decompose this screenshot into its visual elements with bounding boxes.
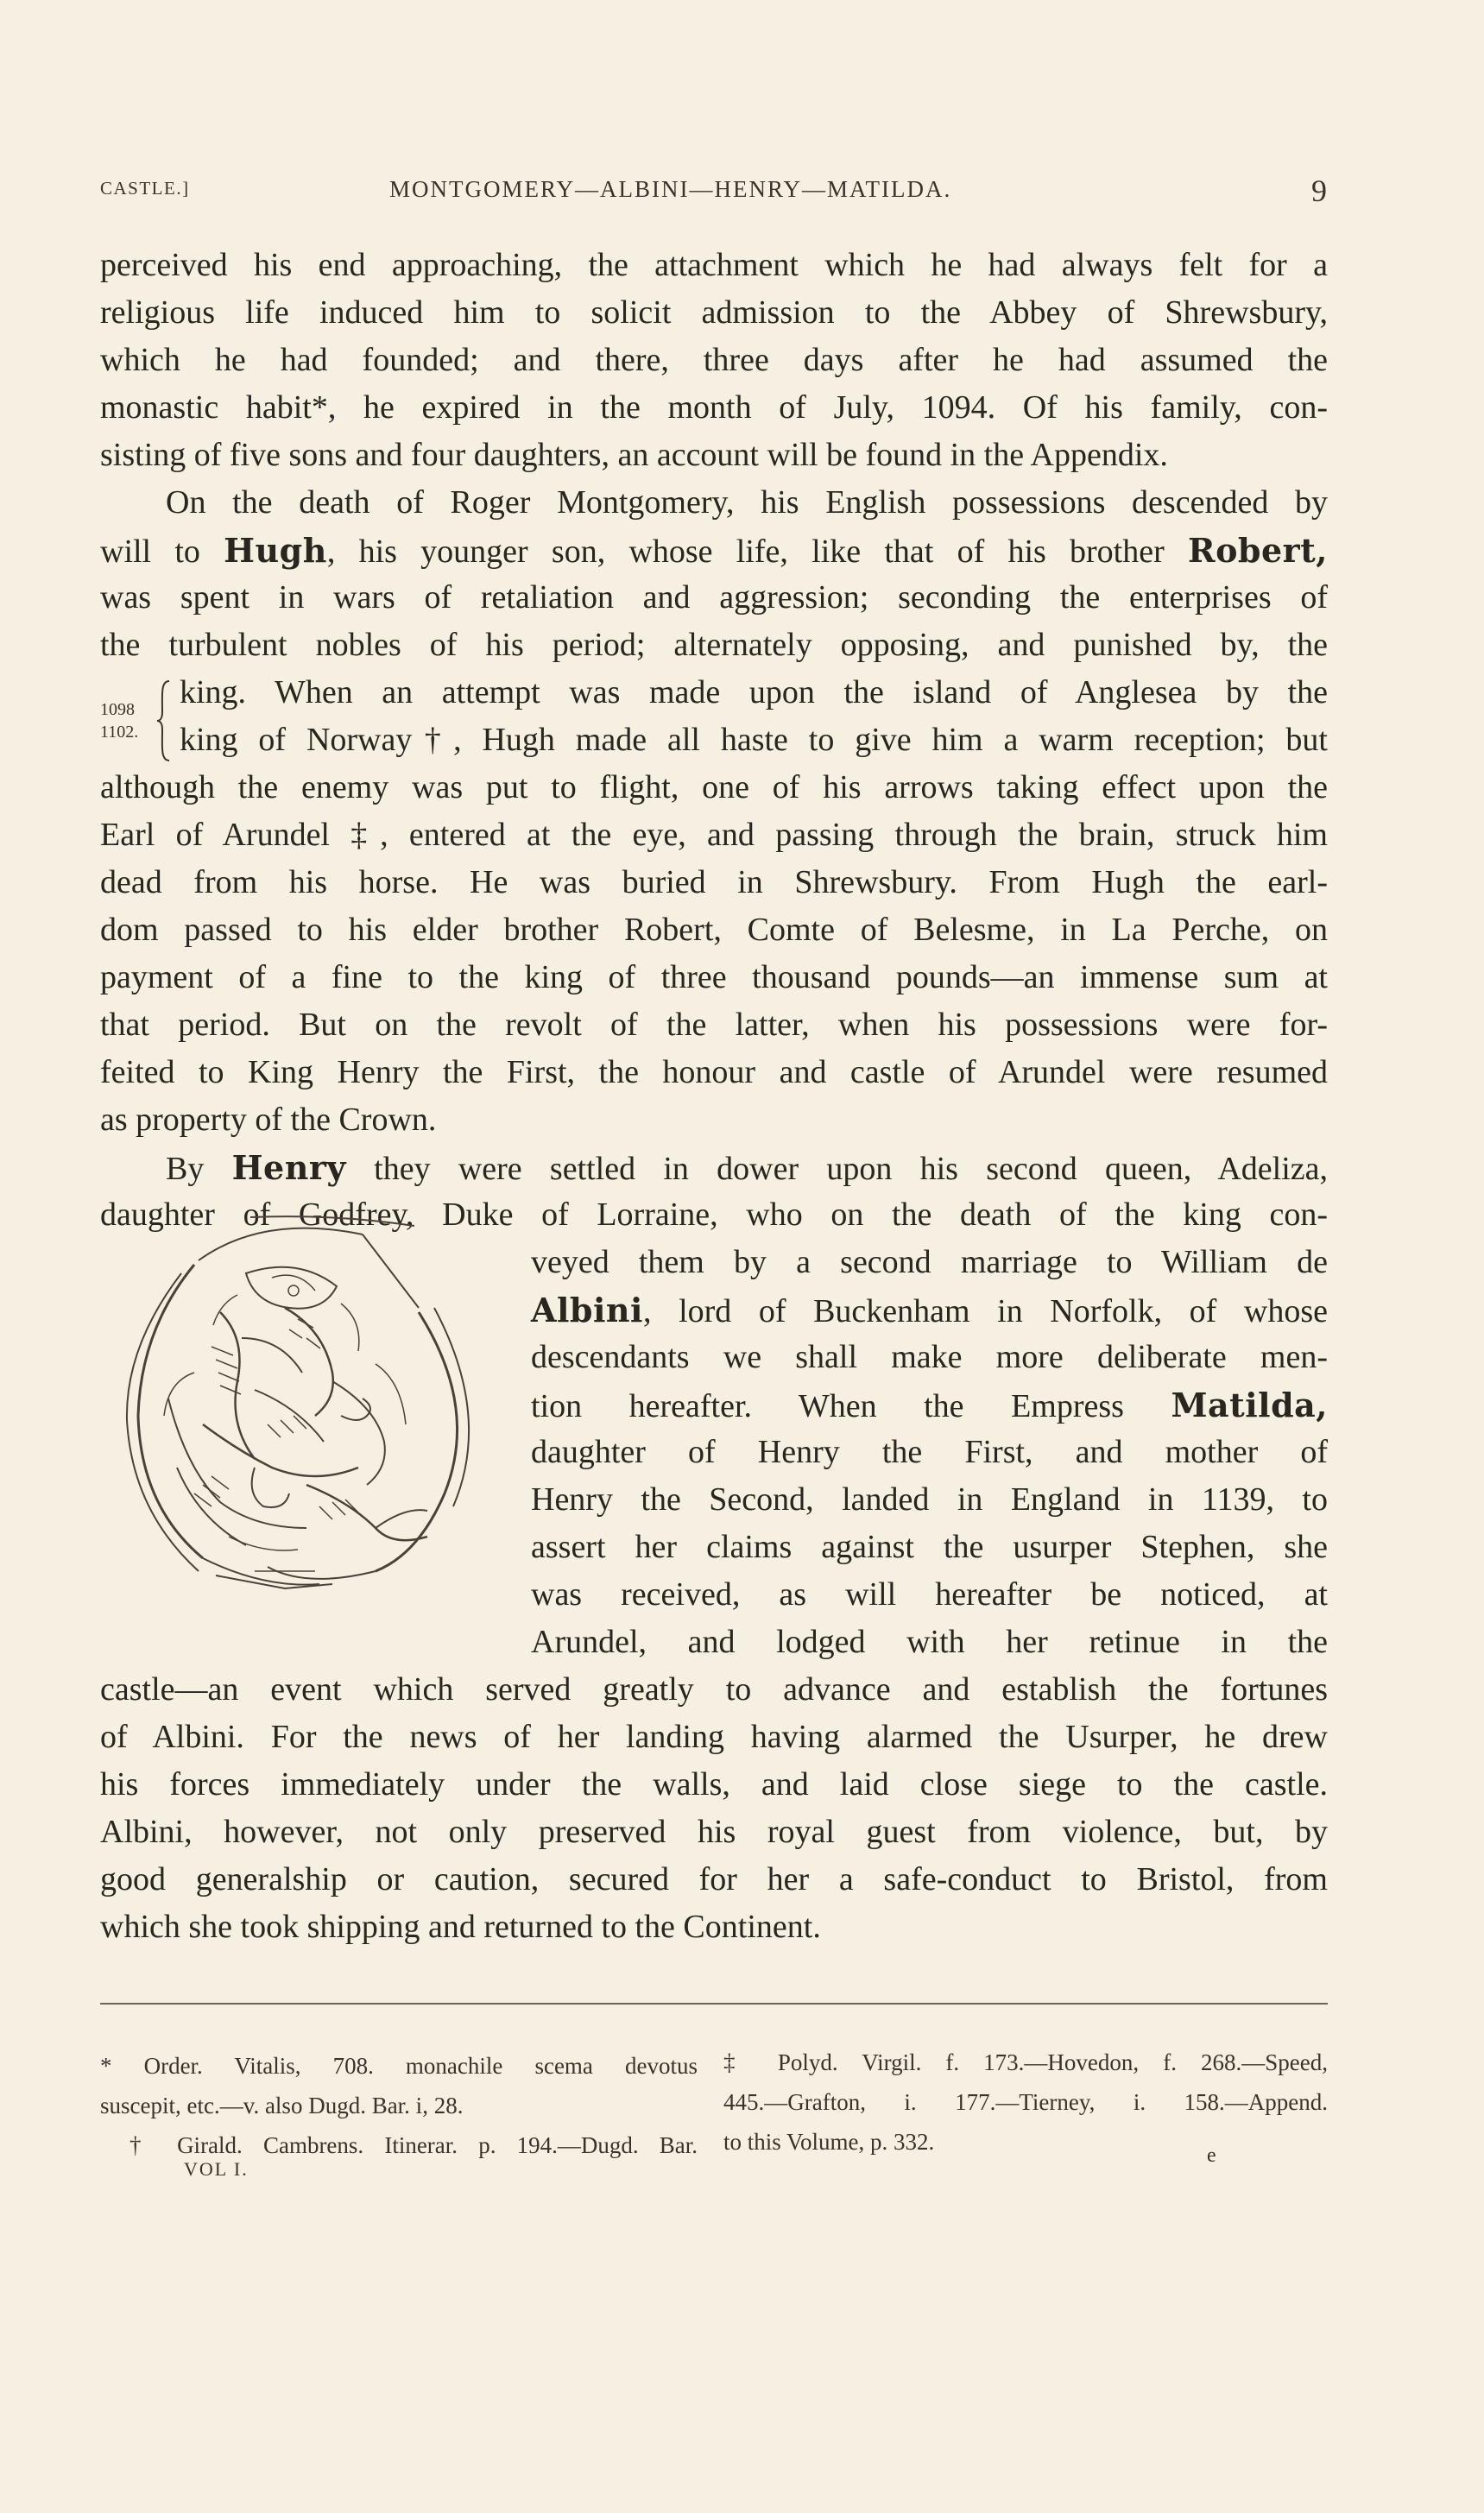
text-line: good generalship or caution, secured for her a safe-conduct to Bristol, from [100, 1861, 1328, 1897]
text-line: Albini, lord of Buckenham in Norfolk, of whose [531, 1291, 1328, 1329]
text-line: Earl of Arundel ‡, entered at the eye, and passing through the brain, struck him [100, 817, 1328, 853]
footnote-line: 445.—Grafton, i. 177.—Tierney, i. 158.—Append. [723, 2089, 1328, 2115]
text-line: payment of a fine to the king of three thousand pounds—an immense sum at [100, 959, 1328, 995]
text-line: monastic habit*, he expired in the month of July, 1094. Of his family, con- [100, 389, 1328, 426]
footnote-line: to this Volume, p. 332. [723, 2129, 935, 2155]
header-title: MONTGOMERY—ALBINI—HENRY—MATILDA. [389, 176, 952, 202]
brace-icon [155, 678, 173, 764]
name-hugh: Hugh [224, 531, 327, 570]
text-line: the turbulent nobles of his period; alternately opposing, and punished by, the [100, 627, 1328, 663]
name-robert: Robert, [1188, 531, 1328, 570]
text-line: as property of the Crown. [100, 1102, 437, 1138]
footnote-rule [100, 2003, 1328, 2005]
text-line: king of Norway†, Hugh made all haste to give him a warm reception; but [180, 722, 1328, 758]
text-line: On the death of Roger Montgomery, his English possessions descended by [166, 484, 1328, 521]
text-line: dom passed to his elder brother Robert, Comte of Belesme, in La Perche, on [100, 912, 1328, 948]
text-line: was spent in wars of retaliation and aggression; seconding the enterprises of [100, 579, 1328, 616]
text-line: castle—an event which served greatly to advance and establish the fortunes [100, 1671, 1328, 1708]
header-section: CASTLE.] [100, 178, 190, 199]
text-line: although the enemy was put to flight, one of his arrows taking effect upon the [100, 769, 1328, 805]
footnote-line: † Girald. Cambrens. Itinerar. p. 194.—Dugd. Bar. [129, 2132, 698, 2158]
text-line: perceived his end approaching, the attachment which he had always felt for a [100, 247, 1328, 283]
text-line: veyed them by a second marriage to William de [531, 1244, 1328, 1280]
footnote-line: * Order. Vitalis, 708. monachile scema devotus [100, 2053, 698, 2079]
heraldic-seal-illustration [117, 1209, 496, 1614]
margin-date-note [100, 689, 154, 758]
text-line: religious life induced him to solicit admission to the Abbey of Shrewsbury, [100, 294, 1328, 331]
text-line: his forces immediately under the walls, and laid close siege to the castle. [100, 1766, 1328, 1803]
text-line: Arundel, and lodged with her retinue in the [531, 1624, 1328, 1660]
volume-marker: VOL I. [184, 2158, 249, 2180]
text-line: of Albini. For the news of her landing having alarmed the Usurper, he drew [100, 1719, 1328, 1755]
page-number: 9 [1311, 174, 1328, 208]
footnote-line: suscepit, etc.—v. also Dugd. Bar. i, 28. [100, 2093, 464, 2118]
running-header [100, 173, 1328, 207]
name-matilda: Matilda, [1171, 1386, 1329, 1424]
text-line: sisting of five sons and four daughters, an account will be found in the Appendix. [100, 437, 1168, 473]
name-henry: Henry [231, 1148, 346, 1187]
text-line: that period. But on the revolt of the latter, when his possessions were for- [100, 1007, 1328, 1043]
signature-mark: e [1207, 2144, 1216, 2167]
text-line: assert her claims against the usurper Stephen, she [531, 1529, 1328, 1565]
text-line: descendants we shall make more deliberate men- [531, 1339, 1328, 1375]
text-line: Albini, however, not only preserved his royal guest from violence, but, by [100, 1814, 1328, 1850]
text-line: By Henry they were settled in dower upon his second queen, Adeliza, [166, 1148, 1329, 1187]
text-line: king. When an attempt was made upon the island of Anglesea by the [180, 674, 1328, 710]
text-line: feited to King Henry the First, the honour and castle of Arundel were resumed [100, 1054, 1328, 1090]
text-line: was received, as will hereafter be noticed, at [531, 1576, 1328, 1613]
margin-year-1102: 1102. [100, 723, 139, 742]
footnote-line: ‡ Polyd. Virgil. f. 173.—Hovedon, f. 268.—Speed, [723, 2049, 1328, 2075]
text-line: will to Hugh, his younger son, whose life, like that of his brother Robert, [100, 531, 1328, 570]
margin-year-1098: 1098 [100, 700, 135, 719]
text-line: tion hereafter. When the Empress Matilda, [531, 1386, 1329, 1424]
name-albini: Albini [531, 1291, 643, 1329]
text-line: daughter of Henry the First, and mother of [531, 1434, 1328, 1470]
text-line: daughter of Godfrey, Duke of Lorraine, who on the death of the king con- [100, 1197, 1328, 1233]
text-line: which he had founded; and there, three days after he had assumed the [100, 342, 1328, 378]
text-line: dead from his horse. He was buried in Shrewsbury. From Hugh the earl- [100, 864, 1328, 900]
text-line: which she took shipping and returned to the Continent. [100, 1909, 821, 1945]
text-line: Henry the Second, landed in England in 1139, to [531, 1481, 1328, 1518]
